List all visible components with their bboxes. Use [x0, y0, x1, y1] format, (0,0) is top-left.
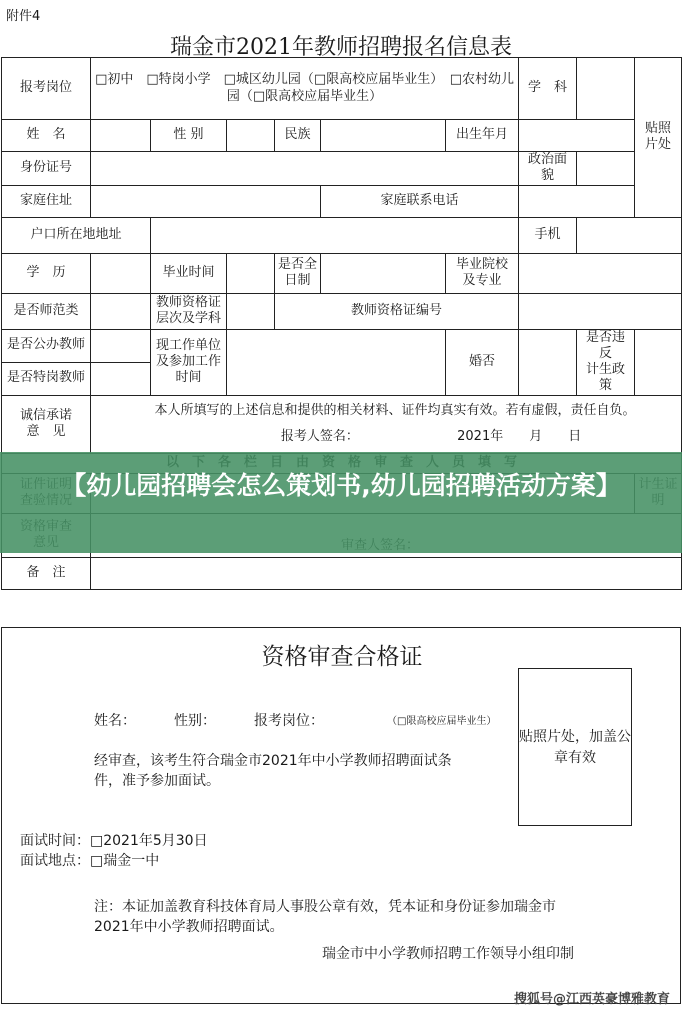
certificate-title: 资格审查合格证	[261, 644, 423, 670]
family-phone-value[interactable]	[519, 185, 635, 217]
public-teacher-value[interactable]	[91, 329, 151, 362]
current-unit-value[interactable]	[227, 329, 446, 395]
post-label: 报考岗位	[2, 58, 91, 120]
current-unit-label: 现工作单位 及参加工作 时间	[151, 329, 227, 395]
cert-note-line2: 2021年中小学教师招聘面试。	[94, 919, 284, 935]
remarks-value[interactable]	[91, 557, 682, 589]
form-title: 瑞金市2021年教师招聘报名信息表	[170, 35, 512, 60]
qualification-certificate	[1, 627, 681, 1004]
special-teacher-label: 是否特岗教师	[2, 362, 91, 395]
integrity-cell	[91, 395, 682, 453]
cert-body-line2: 件，准予参加面试。	[94, 773, 220, 789]
title-banner	[0, 452, 682, 553]
marriage-value[interactable]	[519, 329, 577, 395]
special-teacher-value[interactable]	[91, 362, 151, 395]
sign-date: 2021年 月 日	[457, 429, 582, 444]
cert-level-label: 教师资格证 层次及学科	[151, 293, 227, 329]
cert-name-label: 姓名：	[94, 713, 136, 729]
watermark-text: 搜狐号@江西英豪博雅教育	[513, 992, 670, 1007]
integrity-text: 本人所填写的上述信息和提供的相关材料、证件均真实有效。若有虚假，责任自负。	[154, 402, 636, 418]
interview-place: 面试地点：□瑞金一中	[20, 853, 160, 869]
subject-label: 学 科	[519, 58, 577, 120]
ethnicity-value[interactable]	[321, 120, 446, 152]
cert-body-line1: 经审查，该考生符合瑞金市2021年中小学教师招聘面试条	[94, 753, 452, 769]
hukou-value[interactable]	[151, 217, 519, 253]
school-value[interactable]	[519, 253, 682, 293]
grad-time-value[interactable]	[227, 253, 275, 293]
signature-line	[94, 429, 678, 445]
remarks-label: 备 注	[2, 557, 91, 589]
family-phone-label: 家庭联系电话	[321, 185, 519, 217]
post-options[interactable]: □初中 □特岗小学 □城区幼儿园（□限高校应届毕业生） □农村幼儿园（□限高校应届毕业生）	[91, 58, 519, 120]
address-label: 家庭住址	[2, 185, 91, 217]
name-label: 姓 名	[2, 120, 91, 152]
fulltime-value[interactable]	[321, 253, 446, 293]
education-value[interactable]	[91, 253, 151, 293]
normal-value[interactable]	[91, 293, 151, 329]
gender-value[interactable]	[227, 120, 275, 152]
integrity-label: 诚信承诺 意 见	[2, 395, 91, 453]
name-value[interactable]	[91, 120, 151, 152]
political-label: 政治面貌	[519, 152, 577, 186]
id-value[interactable]	[91, 152, 519, 186]
ethnicity-label: 民族	[275, 120, 321, 152]
gender-label: 性 别	[151, 120, 227, 152]
cert-post-label: 报考岗位：	[254, 713, 324, 729]
fulltime-label: 是否全 日制	[275, 253, 321, 293]
cert-post-note: （□限高校应届毕业生）	[387, 716, 497, 727]
education-label: 学 历	[2, 253, 91, 293]
interview-time: 面试时间：□2021年5月30日	[20, 833, 208, 849]
normal-label: 是否师范类	[2, 293, 91, 329]
cert-gender-label: 性别：	[174, 713, 216, 729]
family-planning-value[interactable]	[635, 329, 682, 395]
subject-value[interactable]	[577, 58, 635, 120]
cert-number-value[interactable]	[519, 293, 682, 329]
id-label: 身份证号	[2, 152, 91, 186]
address-value[interactable]	[91, 185, 321, 217]
cert-number-label: 教师资格证编号	[275, 293, 519, 329]
family-planning-label: 是否违反 计生政策	[577, 329, 635, 395]
mobile-value[interactable]	[577, 217, 682, 253]
cert-note-line1: 注：本证加盖教育科技体育局人事股公章有效，凭本证和身份证参加瑞金市	[94, 899, 556, 915]
school-label: 毕业院校 及专业	[446, 253, 519, 293]
political-value[interactable]	[577, 152, 635, 186]
cert-issuer: 瑞金市中小学教师招聘工作领导小组印制	[322, 946, 574, 962]
attachment-label: 附件4	[6, 9, 41, 24]
grad-time-label: 毕业时间	[151, 253, 227, 293]
cert-photo-box: 贴照片处，加盖公章有效	[518, 668, 632, 826]
marriage-label: 婚否	[446, 329, 519, 395]
applicant-sign: 报考人签名：	[280, 429, 359, 444]
photo-box: 贴照 片处	[635, 58, 682, 218]
hukou-label: 户口所在地地址	[2, 217, 151, 253]
banner-text: 【幼儿园招聘会怎么策划书,幼儿园招聘活动方案】	[61, 471, 621, 500]
cert-level-value[interactable]	[227, 293, 275, 329]
mobile-label: 手机	[519, 217, 577, 253]
public-teacher-label: 是否公办教师	[2, 329, 91, 362]
birth-value[interactable]	[519, 120, 635, 152]
birth-label: 出生年月	[446, 120, 519, 152]
